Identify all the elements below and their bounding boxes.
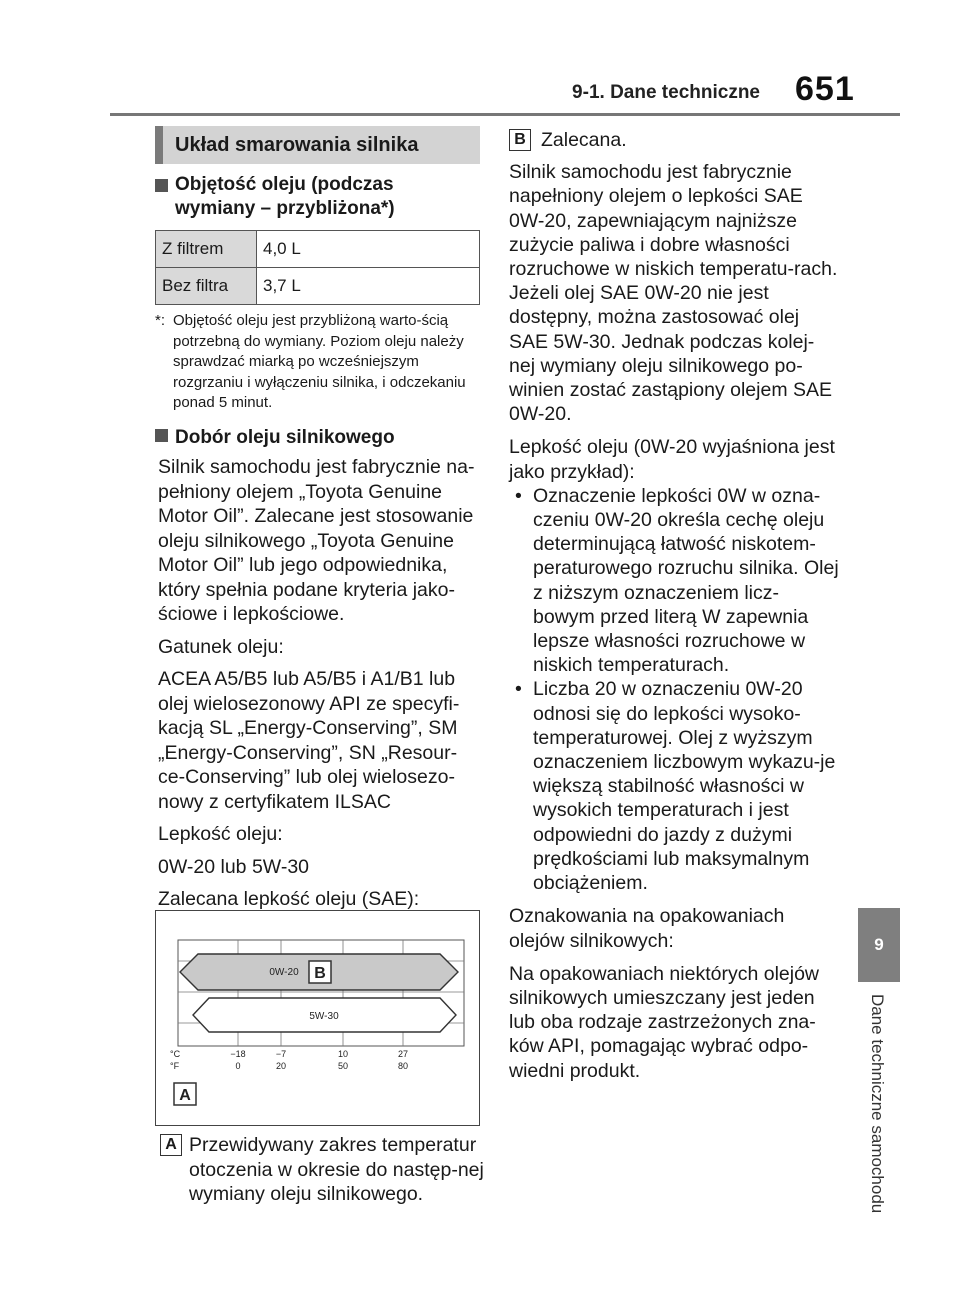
chapter-number: 9 [874,935,884,954]
legend-a-text: Przewidywany zakres temperatur otoczenia w okresie do następ-nej wymiany oleju silnikowego. [189,1134,484,1205]
section-header-text: 9-1. Dane techniczne [572,82,760,103]
chapter-title-vertical [858,994,900,1234]
chapter-title: Dane techniczne samochodu [868,994,887,1214]
label-5w30: 5W-30 [309,1011,339,1022]
label-0w20: 0W-20 [269,967,299,978]
paragraph: Lepkość oleju: [158,823,283,845]
list-item: • Liczba 20 w oznaczeniu 0W-20 odnosi się do lepkości wysoko-temperaturowej. Olej z wyższym oznaczeniem liczbowym wykazu-je większą stabilność własności w wysokich temperaturach i jest odpowiedni do jazdy z dużymi prędkościami lub maksymalnym obciążeniem. [509,677,839,895]
tick-c: 10 [337,1049,349,1059]
paragraph: Oznakowania na opakowaniach olejów silnikowych: [509,905,785,952]
tick-f: 20 [275,1061,287,1071]
left-body [158,455,480,912]
paragraph: Gatunek oleju: [158,635,284,658]
paragraph: Zalecana lepkość oleju (SAE): [158,888,420,910]
chapter-tab[interactable] [858,908,900,982]
paragraph: Lepkość oleju (0W-20 wyjaśniona jest jako przykład): [509,436,835,483]
paragraph: 0W-20 lub 5W-30 [158,855,310,878]
tick-f: 80 [397,1061,409,1071]
square-bullet-icon [155,429,168,442]
tick-c: 27 [397,1049,409,1059]
table-row [156,231,480,268]
legend-b-letter: B [509,129,531,151]
selection-heading: Dobór oleju silnikowego [155,426,475,450]
legend-b-text: Zalecana. [541,129,627,151]
viscosity-diagram [155,910,480,1126]
marker-b: B [314,965,326,982]
table-cell: 3,7 L [257,268,480,305]
footnote [155,311,485,414]
tick-c: −18 [230,1049,246,1059]
marker-a: A [179,1087,191,1104]
viscosity-chart [156,911,479,1125]
capacity-heading: Objętość oleju (podczas wymiany – przybliżona*) [155,173,455,221]
table-row [156,268,480,305]
table-cell: Z filtrem [156,231,257,268]
list-item: • Oznaczenie lepkości 0W w ozna-czeniu 0W-20 określa cechę oleju determinującą łatwość niskotem-peraturowego rozruchu silnika. Olej z niższym oznaczeniem licz-bowym przed literą W zapewnia lepsze własności rozruchowe w niskich temperaturach. [509,484,839,678]
unit-c: °C [170,1049,181,1059]
footnote-text: Objętość oleju jest przybliżoną warto-ścią potrzebną do wymiany. Poziom oleju należy sprawdzać miarką po wcześniejszym rozgrzaniu i wyłączeniu silnika, i odczekaniu ponad 5 minut. [173,312,466,411]
footnote-mark: *: [155,312,166,329]
tick-f: 50 [337,1061,349,1071]
capacity-table [155,230,480,305]
section-title-bar [155,126,480,164]
tick-c: −7 [275,1049,287,1059]
page-number: 651 [795,70,855,108]
paragraph: Na opakowaniach niektórych olejów silnikowych umieszczany jest jeden lub oba rodzaje zastrzeżonych zna-ków API, pomagając wybrać odpo-wiedni produkt. [509,962,820,1082]
paragraph: ACEA A5/B5 lub A5/B5 i A1/B1 lub olej wielosezonowy API ze specyfi-kacją SL „Energy-Conserving”, SM „Energy-Conserving”, SN „Resour-ce-Conserving” lub olej wielosezo-nowy z certyfikatem ILSAC [158,668,460,813]
square-bullet-icon [155,179,168,192]
table-cell: Bez filtra [156,268,257,305]
right-column [509,128,839,1092]
paragraph: Silnik samochodu jest fabrycznie na-pełniony olejem „Toyota Genuine Motor Oil”. Zalecane jest stosowanie oleju silnikowego „Toyota Genuine Motor Oil” lub jego odpowiednika, który spełnia podane kryteria jako-ściowe i lepkościowe. [158,456,475,625]
unit-f: °F [170,1061,180,1071]
legend-a-letter: A [160,1134,182,1156]
table-cell: 4,0 L [257,231,480,268]
paragraph: Silnik samochodu jest fabrycznie napełniony olejem o lepkości SAE 0W-20, zapewniającym najniższe zużycie paliwa i dobre własności rozruchowe w niskich temperatu-rach. Jeżeli olej SAE 0W-20 nie jest dostępny, można zastosować olej SAE 5W-30. Jednak podczas kolej-nej wymiany oleju silnikowego po-winien zostać zastąpiony olejem SAE 0W-20. [509,161,838,426]
legend-b [509,128,839,152]
header-rule [110,113,900,116]
section-title: Układ smarowania silnika [175,133,419,156]
tick-f: 0 [235,1061,241,1071]
